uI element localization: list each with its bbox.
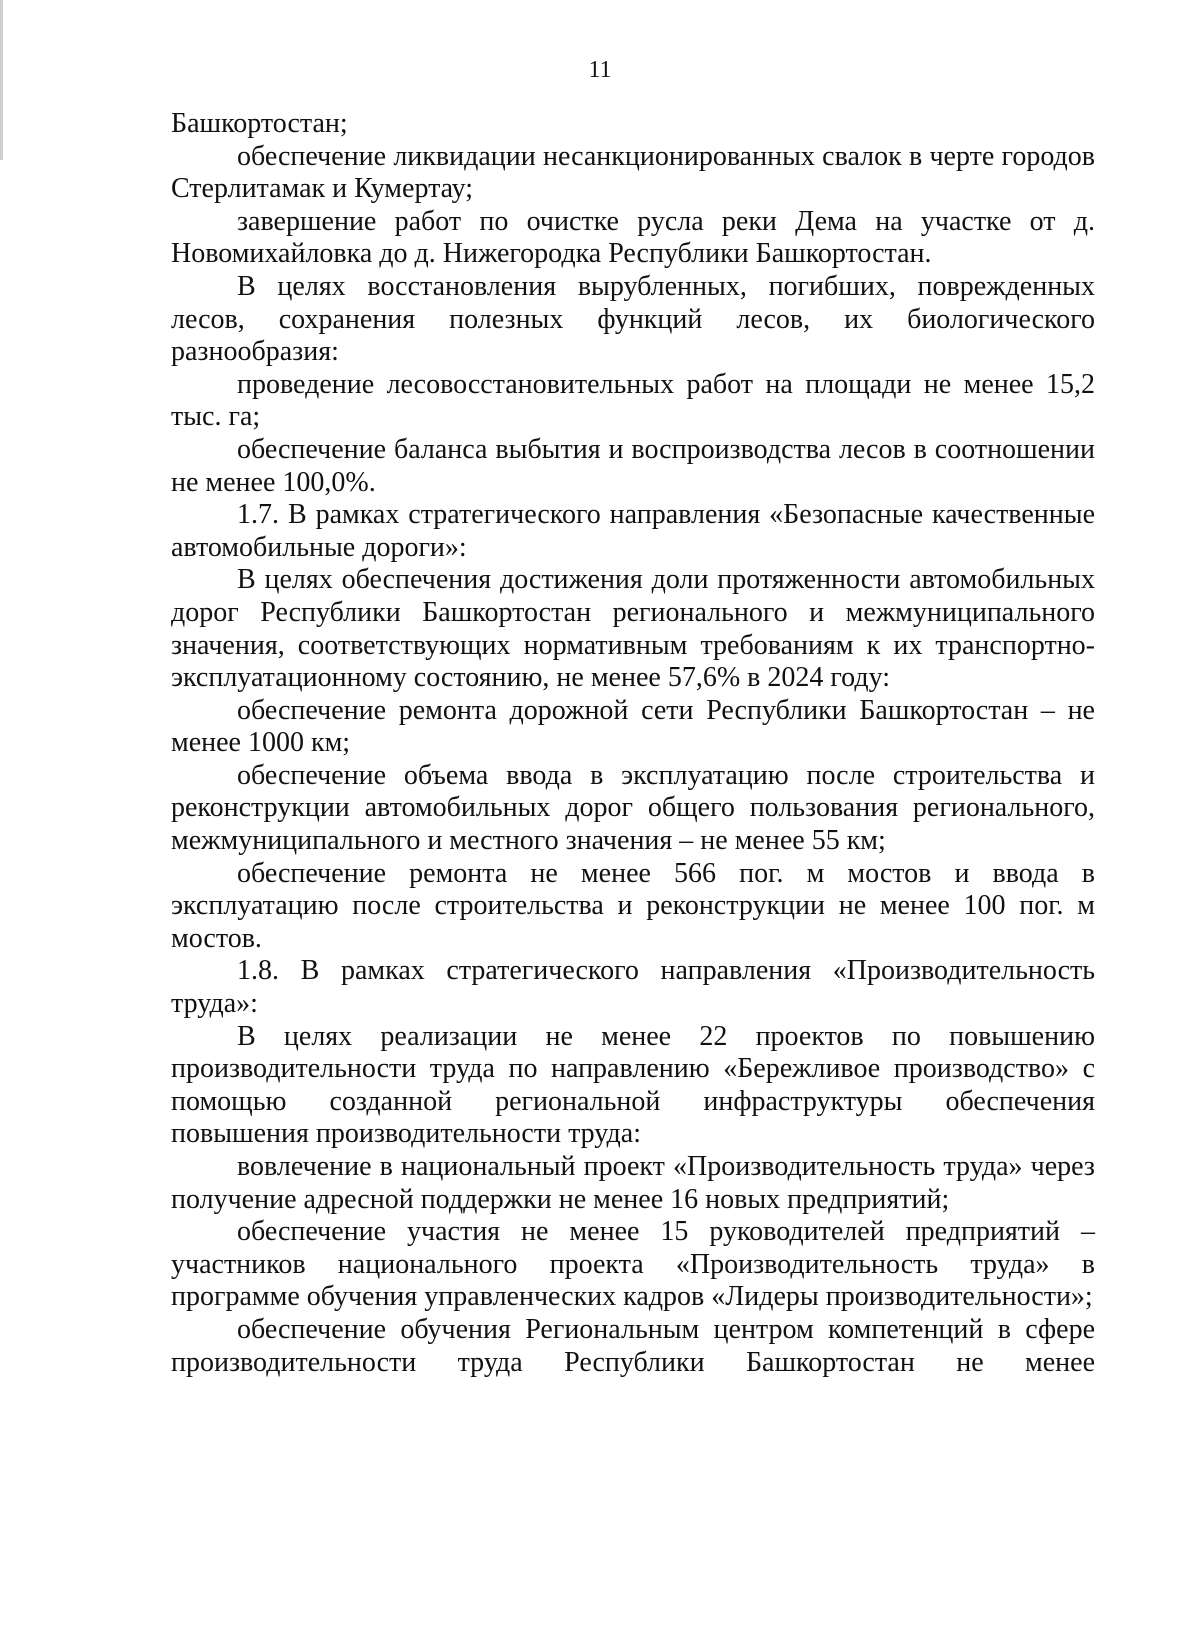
paragraph: обеспечение обучения Региональным центром компетенций в сфере производительности труда Республики Башкортостан не менее: [171, 1313, 1095, 1378]
paragraph: обеспечение ремонта дорожной сети Республики Башкортостан – не менее 1000 км;: [171, 694, 1095, 759]
paragraph: обеспечение участия не менее 15 руководителей предприятий – участников национального проекта «Производительность труда» в программе обучения управленческих кадров «Лидеры производительности»;: [171, 1216, 1095, 1313]
paragraph: 1.7. В рамках стратегического направления «Безопасные качественные автомобильные дороги»:: [171, 499, 1095, 563]
paragraph: вовлечение в национальный проект «Производительность труда» через получение адресной поддержки не менее 16 новых предприятий;: [171, 1151, 1095, 1215]
paragraph: завершение работ по очистке русла реки Дема на участке от д. Новомихайловка до д. Нижегородка Республики Башкортостан.: [171, 205, 1095, 270]
paragraph: обеспечение баланса выбытия и воспроизводства лесов в соотношении не менее 100,0%.: [171, 433, 1095, 498]
paragraph: 1.8. В рамках стратегического направления «Производительность труда»:: [171, 955, 1095, 1020]
paragraph: В целях обеспечения достижения доли протяженности автомобильных дорог Республики Башкортостан регионального и межмуниципального значения, соответствующих нормативным требованиям к их транспортно-эксплуатационному состоянию, не менее 57,6% в 2024 году:: [171, 564, 1095, 694]
page-number: 11: [588, 57, 612, 83]
paragraph: В целях реализации не менее 22 проектов по повышению производительности труда по направлению «Бережливое производство» с помощью созданной региональной инфраструктуры обеспечения повышения производительности труда:: [171, 1020, 1095, 1150]
document-body: [171, 108, 1095, 1379]
paragraph: обеспечение ликвидации несанкционированных свалок в черте городов Стерлитамак и Кумертау;: [171, 140, 1095, 205]
paragraph: В целях восстановления вырубленных, погибших, поврежденных лесов, сохранения полезных функций лесов, их биологического разнообразия:: [171, 270, 1095, 368]
paragraph: обеспечение объема ввода в эксплуатацию после строительства и реконструкции автомобильных дорог общего пользования регионального, межмуниципального и местного значения – не менее 55 км;: [171, 759, 1095, 857]
paragraph: обеспечение ремонта не менее 566 пог. м мостов и ввода в эксплуатацию после строительства и реконструкции не менее 100 пог. м мостов.: [171, 857, 1095, 954]
paragraph: проведение лесовосстановительных работ на площади не менее 15,2 тыс. га;: [171, 368, 1095, 433]
paragraph: Башкортостан;: [171, 108, 348, 139]
